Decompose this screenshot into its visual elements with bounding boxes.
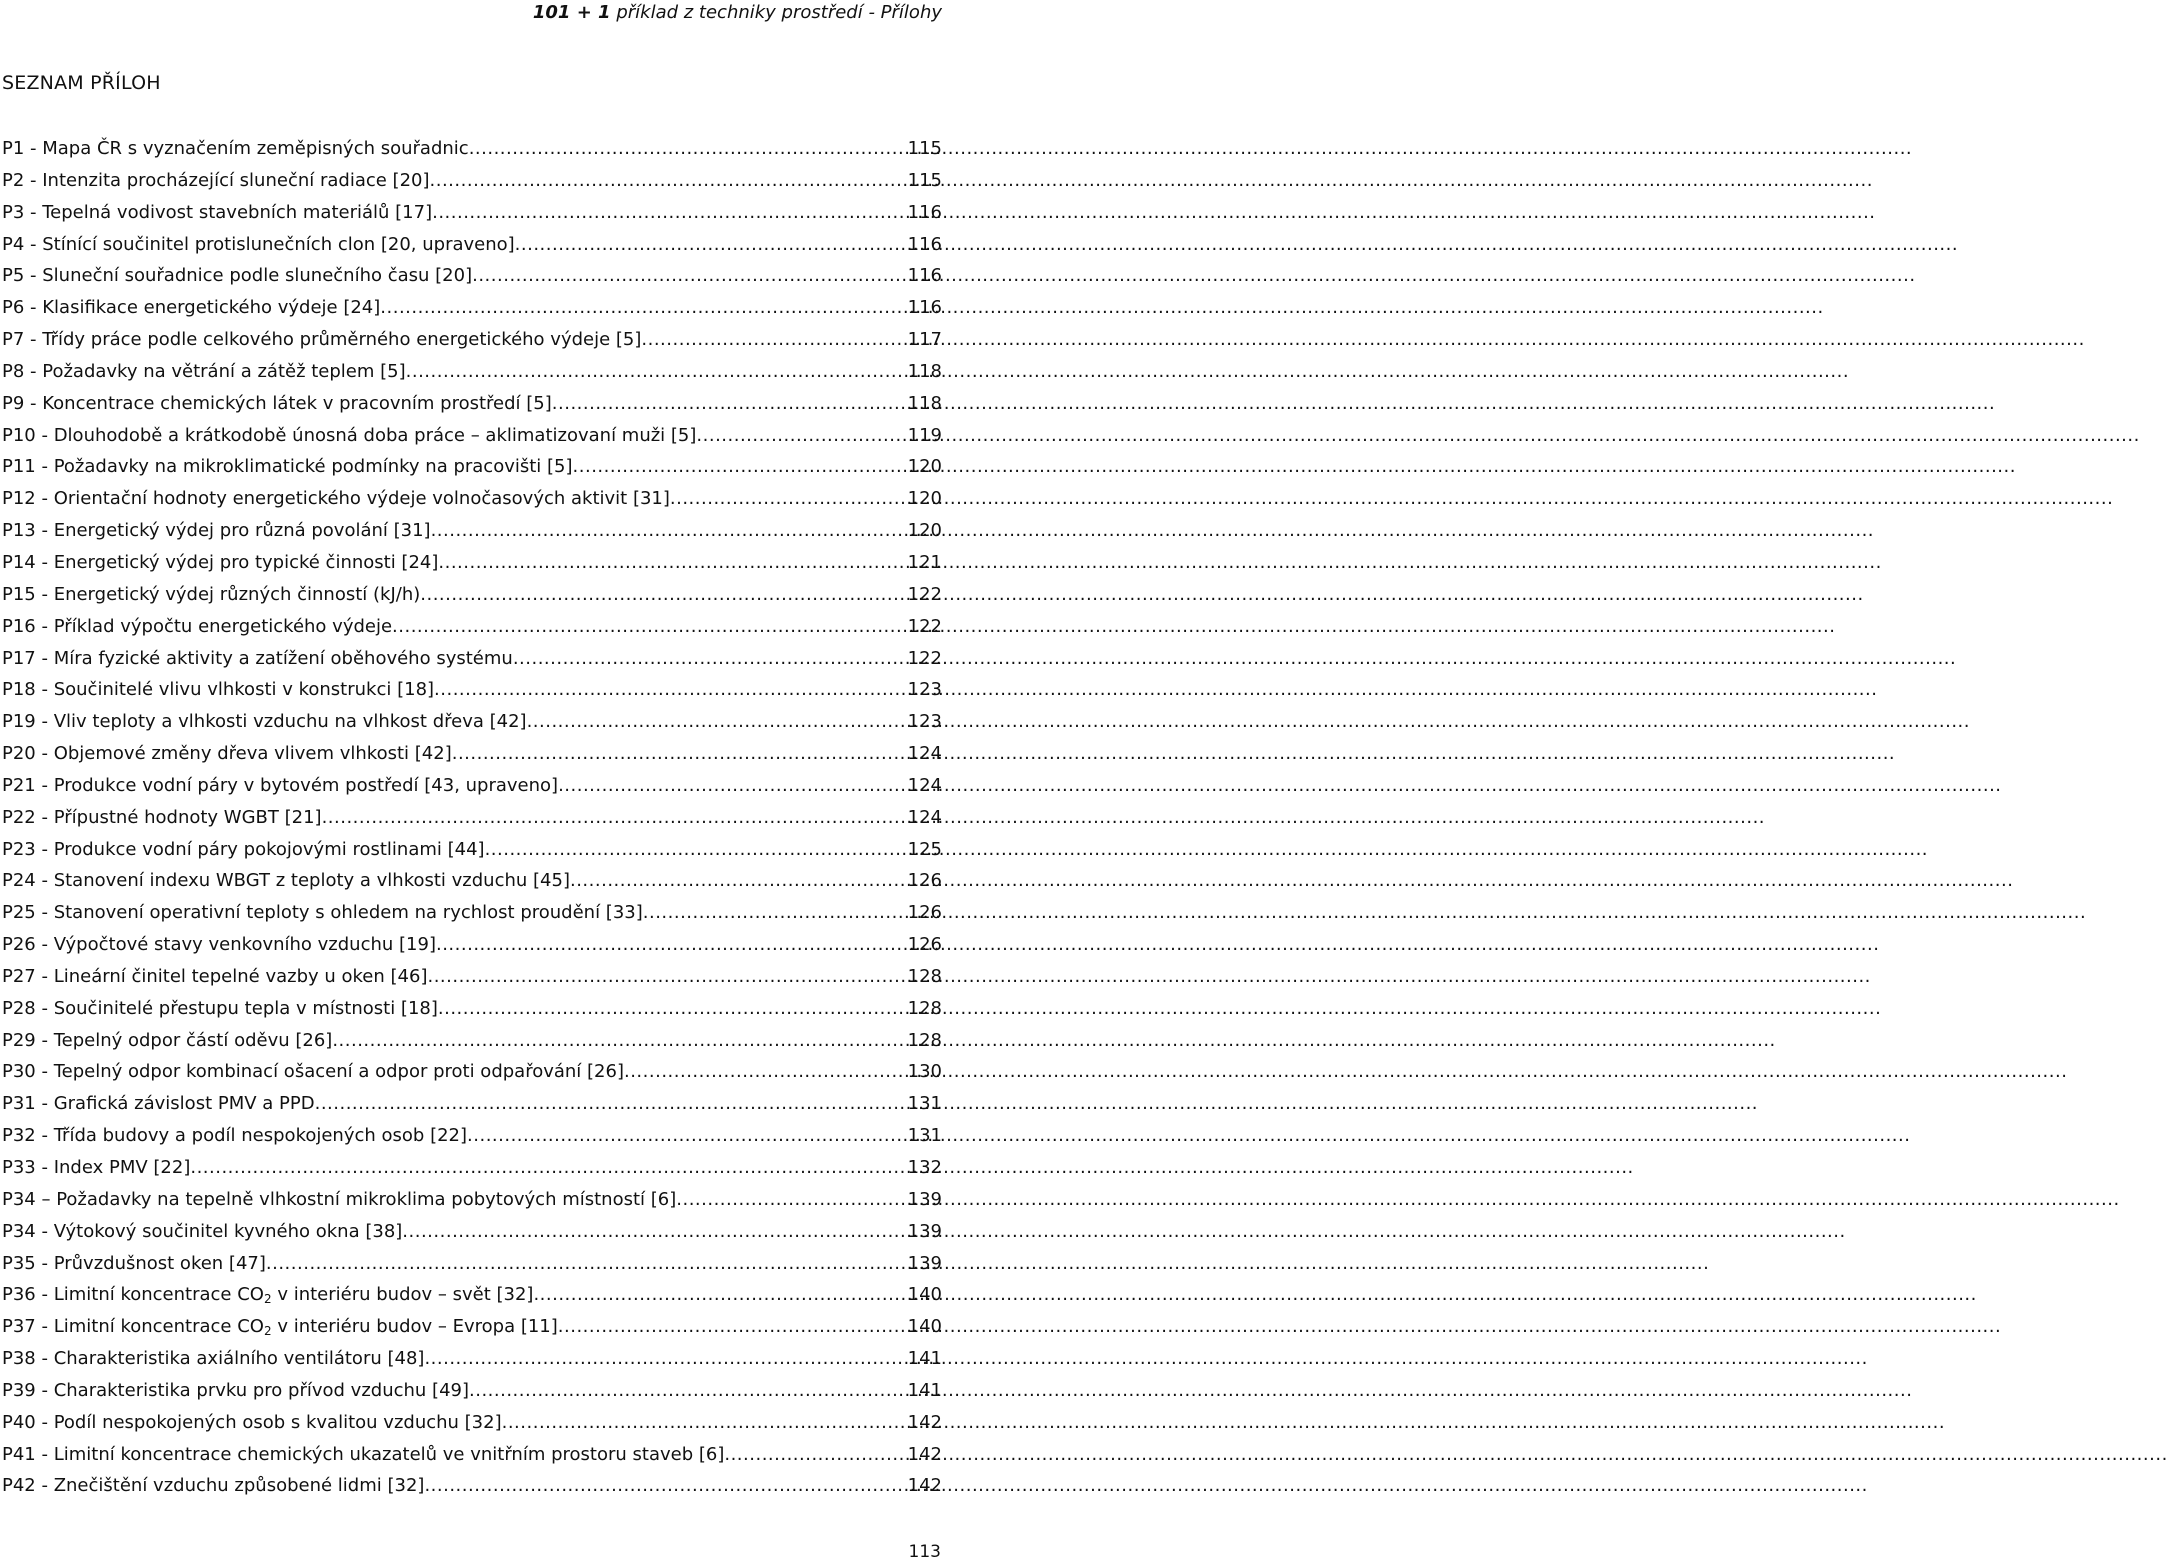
dot-leader bbox=[527, 706, 905, 738]
toc-label: P22 - Přípustné hodnoty WGBT [21] bbox=[2, 806, 322, 828]
toc-page-number: 128 bbox=[907, 997, 942, 1019]
toc-entry-p1[interactable] bbox=[2, 133, 942, 165]
toc-entry-p23[interactable] bbox=[2, 834, 942, 866]
toc-entry-p38[interactable] bbox=[2, 1343, 942, 1375]
subscript: 2 bbox=[263, 1292, 272, 1307]
toc-label: P42 - Znečištění vzduchu způsobené lidmi [32] bbox=[2, 1475, 425, 1497]
toc-entry-p22[interactable] bbox=[2, 802, 942, 834]
dot-leader bbox=[266, 1248, 905, 1280]
toc-page-number: 122 bbox=[907, 583, 942, 605]
toc-label: P6 - Klasifikace energetického výdeje [24] bbox=[2, 297, 381, 319]
toc-page-number: 122 bbox=[907, 647, 942, 669]
toc-entry-p4[interactable] bbox=[2, 229, 942, 261]
toc-label: P8 - Požadavky na větrání a zátěž teplem [5] bbox=[2, 360, 406, 382]
toc-entry-p41[interactable] bbox=[2, 1439, 942, 1471]
toc-entry-p30[interactable] bbox=[2, 1056, 942, 1088]
dot-leader bbox=[513, 643, 905, 675]
toc-label: P16 - Příklad výpočtu energetického výdeje bbox=[2, 615, 393, 637]
toc-page-number: 128 bbox=[907, 1029, 942, 1051]
toc-label: P34 – Požadavky na tepelně vlhkostní mikroklima pobytových místností [6] bbox=[2, 1188, 677, 1210]
header-number: 101 + 1 bbox=[532, 2, 611, 23]
toc-entry-p34b[interactable] bbox=[2, 1216, 942, 1248]
toc-entry-p42[interactable] bbox=[2, 1470, 942, 1502]
toc-page-number: 123 bbox=[907, 711, 942, 733]
toc-page-number: 130 bbox=[907, 1061, 942, 1083]
toc-page-number: 115 bbox=[907, 169, 942, 191]
toc-label: P28 - Součinitelé přestupu tepla v místnosti [18] bbox=[2, 997, 438, 1019]
dot-leader bbox=[434, 674, 905, 706]
toc-label: P27 - Lineární činitel tepelné vazby u oken [46] bbox=[2, 965, 428, 987]
toc-page-number: 126 bbox=[907, 934, 942, 956]
toc-page-number: 125 bbox=[907, 838, 942, 860]
dot-leader bbox=[502, 1407, 905, 1439]
toc-label-part: v interiéru budov – Evropa [11] bbox=[271, 1316, 558, 1338]
toc-page-number: 124 bbox=[907, 806, 942, 828]
toc-page-number: 117 bbox=[907, 329, 942, 351]
toc-entry-p13[interactable] bbox=[2, 515, 942, 547]
toc-label: P11 - Požadavky na mikroklimatické podmínky na pracovišti [5] bbox=[2, 456, 573, 478]
page-number: 113 bbox=[908, 1542, 941, 1562]
dot-leader bbox=[392, 611, 905, 643]
toc-entry-p32[interactable] bbox=[2, 1120, 942, 1152]
toc-page-number: 126 bbox=[907, 870, 942, 892]
toc-entry-p17[interactable] bbox=[2, 643, 942, 675]
toc-page-number: 141 bbox=[907, 1348, 942, 1370]
toc-page-number: 140 bbox=[907, 1316, 942, 1338]
toc-page-number: 132 bbox=[907, 1157, 942, 1178]
toc-label: P20 - Objemové změny dřeva vlivem vlhkosti [42] bbox=[2, 743, 452, 765]
dot-leader bbox=[402, 1216, 904, 1248]
dot-leader bbox=[696, 420, 904, 452]
toc-page-number: 139 bbox=[907, 1220, 942, 1242]
toc-page-number: 121 bbox=[907, 551, 942, 573]
dot-leader bbox=[420, 579, 904, 611]
toc-label: P31 - Grafická závislost PMV a PPD bbox=[2, 1093, 315, 1115]
dot-leader bbox=[676, 1184, 904, 1216]
dot-leader bbox=[438, 547, 904, 579]
toc-entry-p36[interactable] bbox=[2, 1279, 942, 1311]
toc-page-number: 142 bbox=[907, 1443, 942, 1465]
toc-label: P19 - Vliv teploty a vlhkosti vzduchu na vlhkost dřeva [42] bbox=[2, 711, 527, 733]
dot-leader bbox=[190, 1152, 904, 1184]
toc-label: P17 - Míra fyzické aktivity a zatížení oběhového systému bbox=[2, 647, 513, 669]
toc-label: P2 - Intenzita procházející sluneční radiace [20] bbox=[2, 169, 430, 191]
dot-leader bbox=[436, 929, 905, 961]
toc-page-number: 116 bbox=[907, 233, 942, 255]
table-of-contents bbox=[2, 133, 942, 1502]
dot-leader bbox=[452, 738, 905, 770]
dot-leader bbox=[485, 834, 905, 866]
dot-leader bbox=[533, 1279, 904, 1311]
toc-label: P9 - Koncentrace chemických látek v pracovním prostředí [5] bbox=[2, 392, 552, 414]
toc-page-number: 120 bbox=[907, 520, 942, 542]
toc-entry-p15[interactable] bbox=[2, 579, 942, 611]
toc-page-number: 126 bbox=[907, 902, 942, 924]
dot-leader bbox=[467, 1120, 905, 1152]
dot-leader bbox=[424, 1343, 904, 1375]
toc-entry-p18[interactable] bbox=[2, 674, 942, 706]
dot-leader bbox=[558, 770, 905, 802]
toc-label: P4 - Stínící součinitel protislunečních clon [20, upraveno] bbox=[2, 233, 515, 255]
toc-entry-p8[interactable] bbox=[2, 356, 942, 388]
toc-label: P35 - Průvzdušnost oken [47] bbox=[2, 1252, 266, 1274]
toc-entry-p24[interactable] bbox=[2, 865, 942, 897]
toc-entry-p35[interactable] bbox=[2, 1248, 942, 1280]
toc-entry-p27[interactable] bbox=[2, 961, 942, 993]
toc-page-number: 139 bbox=[907, 1188, 942, 1210]
dot-leader bbox=[438, 993, 905, 1025]
toc-page-number: 131 bbox=[907, 1093, 942, 1115]
dot-leader bbox=[570, 865, 905, 897]
dot-leader bbox=[432, 197, 905, 229]
dot-leader bbox=[430, 165, 905, 197]
toc-label: P32 - Třída budovy a podíl nespokojených osob [22] bbox=[2, 1125, 468, 1147]
dot-leader bbox=[427, 961, 904, 993]
toc-label: P5 - Sluneční souřadnice podle slunečního času [20] bbox=[2, 265, 473, 287]
toc-page-number: 116 bbox=[907, 201, 942, 223]
dot-leader bbox=[558, 1311, 905, 1343]
dot-leader bbox=[380, 292, 904, 324]
toc-label-part: v interiéru budov – svět [32] bbox=[271, 1284, 534, 1306]
dot-leader bbox=[515, 229, 905, 261]
toc-label: P12 - Orientační hodnoty energetického výdeje volnočasových aktivit [31] bbox=[2, 488, 670, 510]
toc-entry-p2[interactable] bbox=[2, 165, 942, 197]
toc-label-part: P37 - Limitní koncentrace CO bbox=[2, 1316, 264, 1338]
dot-leader bbox=[472, 260, 905, 292]
toc-label-part: P36 - Limitní koncentrace CO bbox=[2, 1284, 264, 1306]
toc-label: P24 - Stanovení indexu WBGT z teploty a vlhkosti vzduchu [45] bbox=[2, 870, 570, 892]
toc-label: P33 - Index PMV [22] bbox=[2, 1157, 191, 1178]
toc-entry-p21[interactable] bbox=[2, 770, 942, 802]
dot-leader bbox=[641, 324, 904, 356]
dot-leader bbox=[322, 802, 905, 834]
toc-page-number: 142 bbox=[907, 1475, 942, 1497]
toc-entry-p26[interactable] bbox=[2, 929, 942, 961]
dot-leader bbox=[670, 483, 905, 515]
dot-leader bbox=[573, 451, 905, 483]
toc-label: P10 - Dlouhodobě a krátkodobě únosná doba práce – aklimatizovaní muži [5] bbox=[2, 424, 697, 446]
toc-entry-p28[interactable] bbox=[2, 993, 942, 1025]
toc-entry-p19[interactable] bbox=[2, 706, 942, 738]
toc-entry-p31[interactable] bbox=[2, 1088, 942, 1120]
dot-leader bbox=[332, 1025, 904, 1057]
toc-entry-p7[interactable] bbox=[2, 324, 942, 356]
toc-label: P15 - Energetický výdej různých činností (kJ/h) bbox=[2, 583, 421, 605]
toc-page-number: 118 bbox=[907, 392, 942, 414]
toc-entry-p14[interactable] bbox=[2, 547, 942, 579]
toc-entry-p9[interactable] bbox=[2, 388, 942, 420]
toc-label: P3 - Tepelná vodivost stavebních materiálů [17] bbox=[2, 201, 433, 223]
dot-leader bbox=[624, 1056, 905, 1088]
toc-page-number: 140 bbox=[907, 1284, 942, 1306]
toc-entry-p12[interactable] bbox=[2, 483, 942, 515]
toc-entry-p11[interactable] bbox=[2, 451, 942, 483]
toc-page-number: 122 bbox=[907, 615, 942, 637]
toc-label: P26 - Výpočtové stavy venkovního vzduchu [19] bbox=[2, 934, 436, 956]
toc-entry-p10[interactable] bbox=[2, 420, 942, 452]
toc-page-number: 116 bbox=[907, 265, 942, 287]
toc-entry-p39[interactable] bbox=[2, 1375, 942, 1407]
toc-label bbox=[2, 1279, 533, 1311]
toc-label: P21 - Produkce vodní páry v bytovém postředí [43, upraveno] bbox=[2, 774, 559, 796]
toc-label: P38 - Charakteristika axiálního ventilátoru [48] bbox=[2, 1348, 425, 1370]
toc-entry-p6[interactable] bbox=[2, 292, 942, 324]
toc-entry-p16[interactable] bbox=[2, 611, 942, 643]
section-title: SEZNAM PŘÍLOH bbox=[2, 72, 161, 94]
toc-label: P18 - Součinitelé vlivu vlhkosti v konstrukci [18] bbox=[2, 679, 435, 701]
toc-label: P34 - Výtokový součinitel kyvného okna [38] bbox=[2, 1220, 403, 1242]
dot-leader bbox=[424, 1470, 904, 1502]
dot-leader bbox=[469, 133, 905, 165]
toc-page-number: 119 bbox=[907, 424, 942, 446]
toc-page-number: 120 bbox=[907, 456, 942, 478]
toc-label: P1 - Mapa ČR s vyznačením zeměpisných souřadnic bbox=[2, 138, 469, 159]
toc-entry-p34a[interactable] bbox=[2, 1184, 942, 1216]
dot-leader bbox=[406, 356, 905, 388]
dot-leader bbox=[552, 388, 905, 420]
toc-page-number: 118 bbox=[907, 360, 942, 382]
toc-entry-p25[interactable] bbox=[2, 897, 942, 929]
header-text: příklad z techniky prostředí - Přílohy bbox=[616, 2, 942, 23]
toc-page-number: 123 bbox=[907, 679, 942, 701]
dot-leader bbox=[469, 1375, 905, 1407]
toc-page-number: 128 bbox=[907, 965, 942, 987]
toc-label bbox=[2, 1311, 558, 1343]
dot-leader bbox=[431, 515, 905, 547]
toc-label: P29 - Tepelný odpor částí oděvu [26] bbox=[2, 1029, 333, 1051]
toc-page-number: 124 bbox=[907, 743, 942, 765]
toc-label: P14 - Energetický výdej pro typické činnosti [24] bbox=[2, 551, 439, 573]
toc-page-number: 124 bbox=[907, 774, 942, 796]
toc-page-number: 139 bbox=[907, 1252, 942, 1274]
toc-label: P13 - Energetický výdej pro různá povolání [31] bbox=[2, 520, 431, 542]
toc-label: P30 - Tepelný odpor kombinací ošacení a odpor proti odpařování [26] bbox=[2, 1061, 624, 1083]
toc-entry-p29[interactable] bbox=[2, 1025, 942, 1057]
dot-leader bbox=[643, 897, 905, 929]
toc-label: P25 - Stanovení operativní teploty s ohledem na rychlost proudění [33] bbox=[2, 902, 643, 924]
toc-page-number: 131 bbox=[907, 1125, 942, 1147]
toc-page-number: 142 bbox=[907, 1411, 942, 1433]
toc-label: P41 - Limitní koncentrace chemických ukazatelů ve vnitřním prostoru staveb [6] bbox=[2, 1443, 725, 1465]
toc-label: P23 - Produkce vodní páry pokojovými rostlinami [44] bbox=[2, 838, 485, 860]
toc-page-number: 115 bbox=[907, 138, 942, 159]
running-header bbox=[533, 2, 942, 23]
toc-label: P40 - Podíl nespokojených osob s kvalitou vzduchu [32] bbox=[2, 1411, 502, 1433]
toc-page-number: 141 bbox=[907, 1379, 942, 1401]
toc-entry-p20[interactable] bbox=[2, 738, 942, 770]
toc-entry-p5[interactable] bbox=[2, 260, 942, 292]
toc-entry-p33[interactable] bbox=[2, 1152, 942, 1184]
toc-page-number: 120 bbox=[907, 488, 942, 510]
toc-entry-p3[interactable] bbox=[2, 197, 942, 229]
toc-entry-p37[interactable] bbox=[2, 1311, 942, 1343]
toc-label: P39 - Charakteristika prvku pro přívod vzduchu [49] bbox=[2, 1379, 469, 1401]
toc-page-number: 116 bbox=[907, 297, 942, 319]
toc-label: P7 - Třídy práce podle celkového průměrného energetického výdeje [5] bbox=[2, 329, 642, 351]
dot-leader bbox=[724, 1439, 904, 1471]
subscript: 2 bbox=[263, 1324, 272, 1339]
dot-leader bbox=[315, 1088, 905, 1120]
toc-entry-p40[interactable] bbox=[2, 1407, 942, 1439]
